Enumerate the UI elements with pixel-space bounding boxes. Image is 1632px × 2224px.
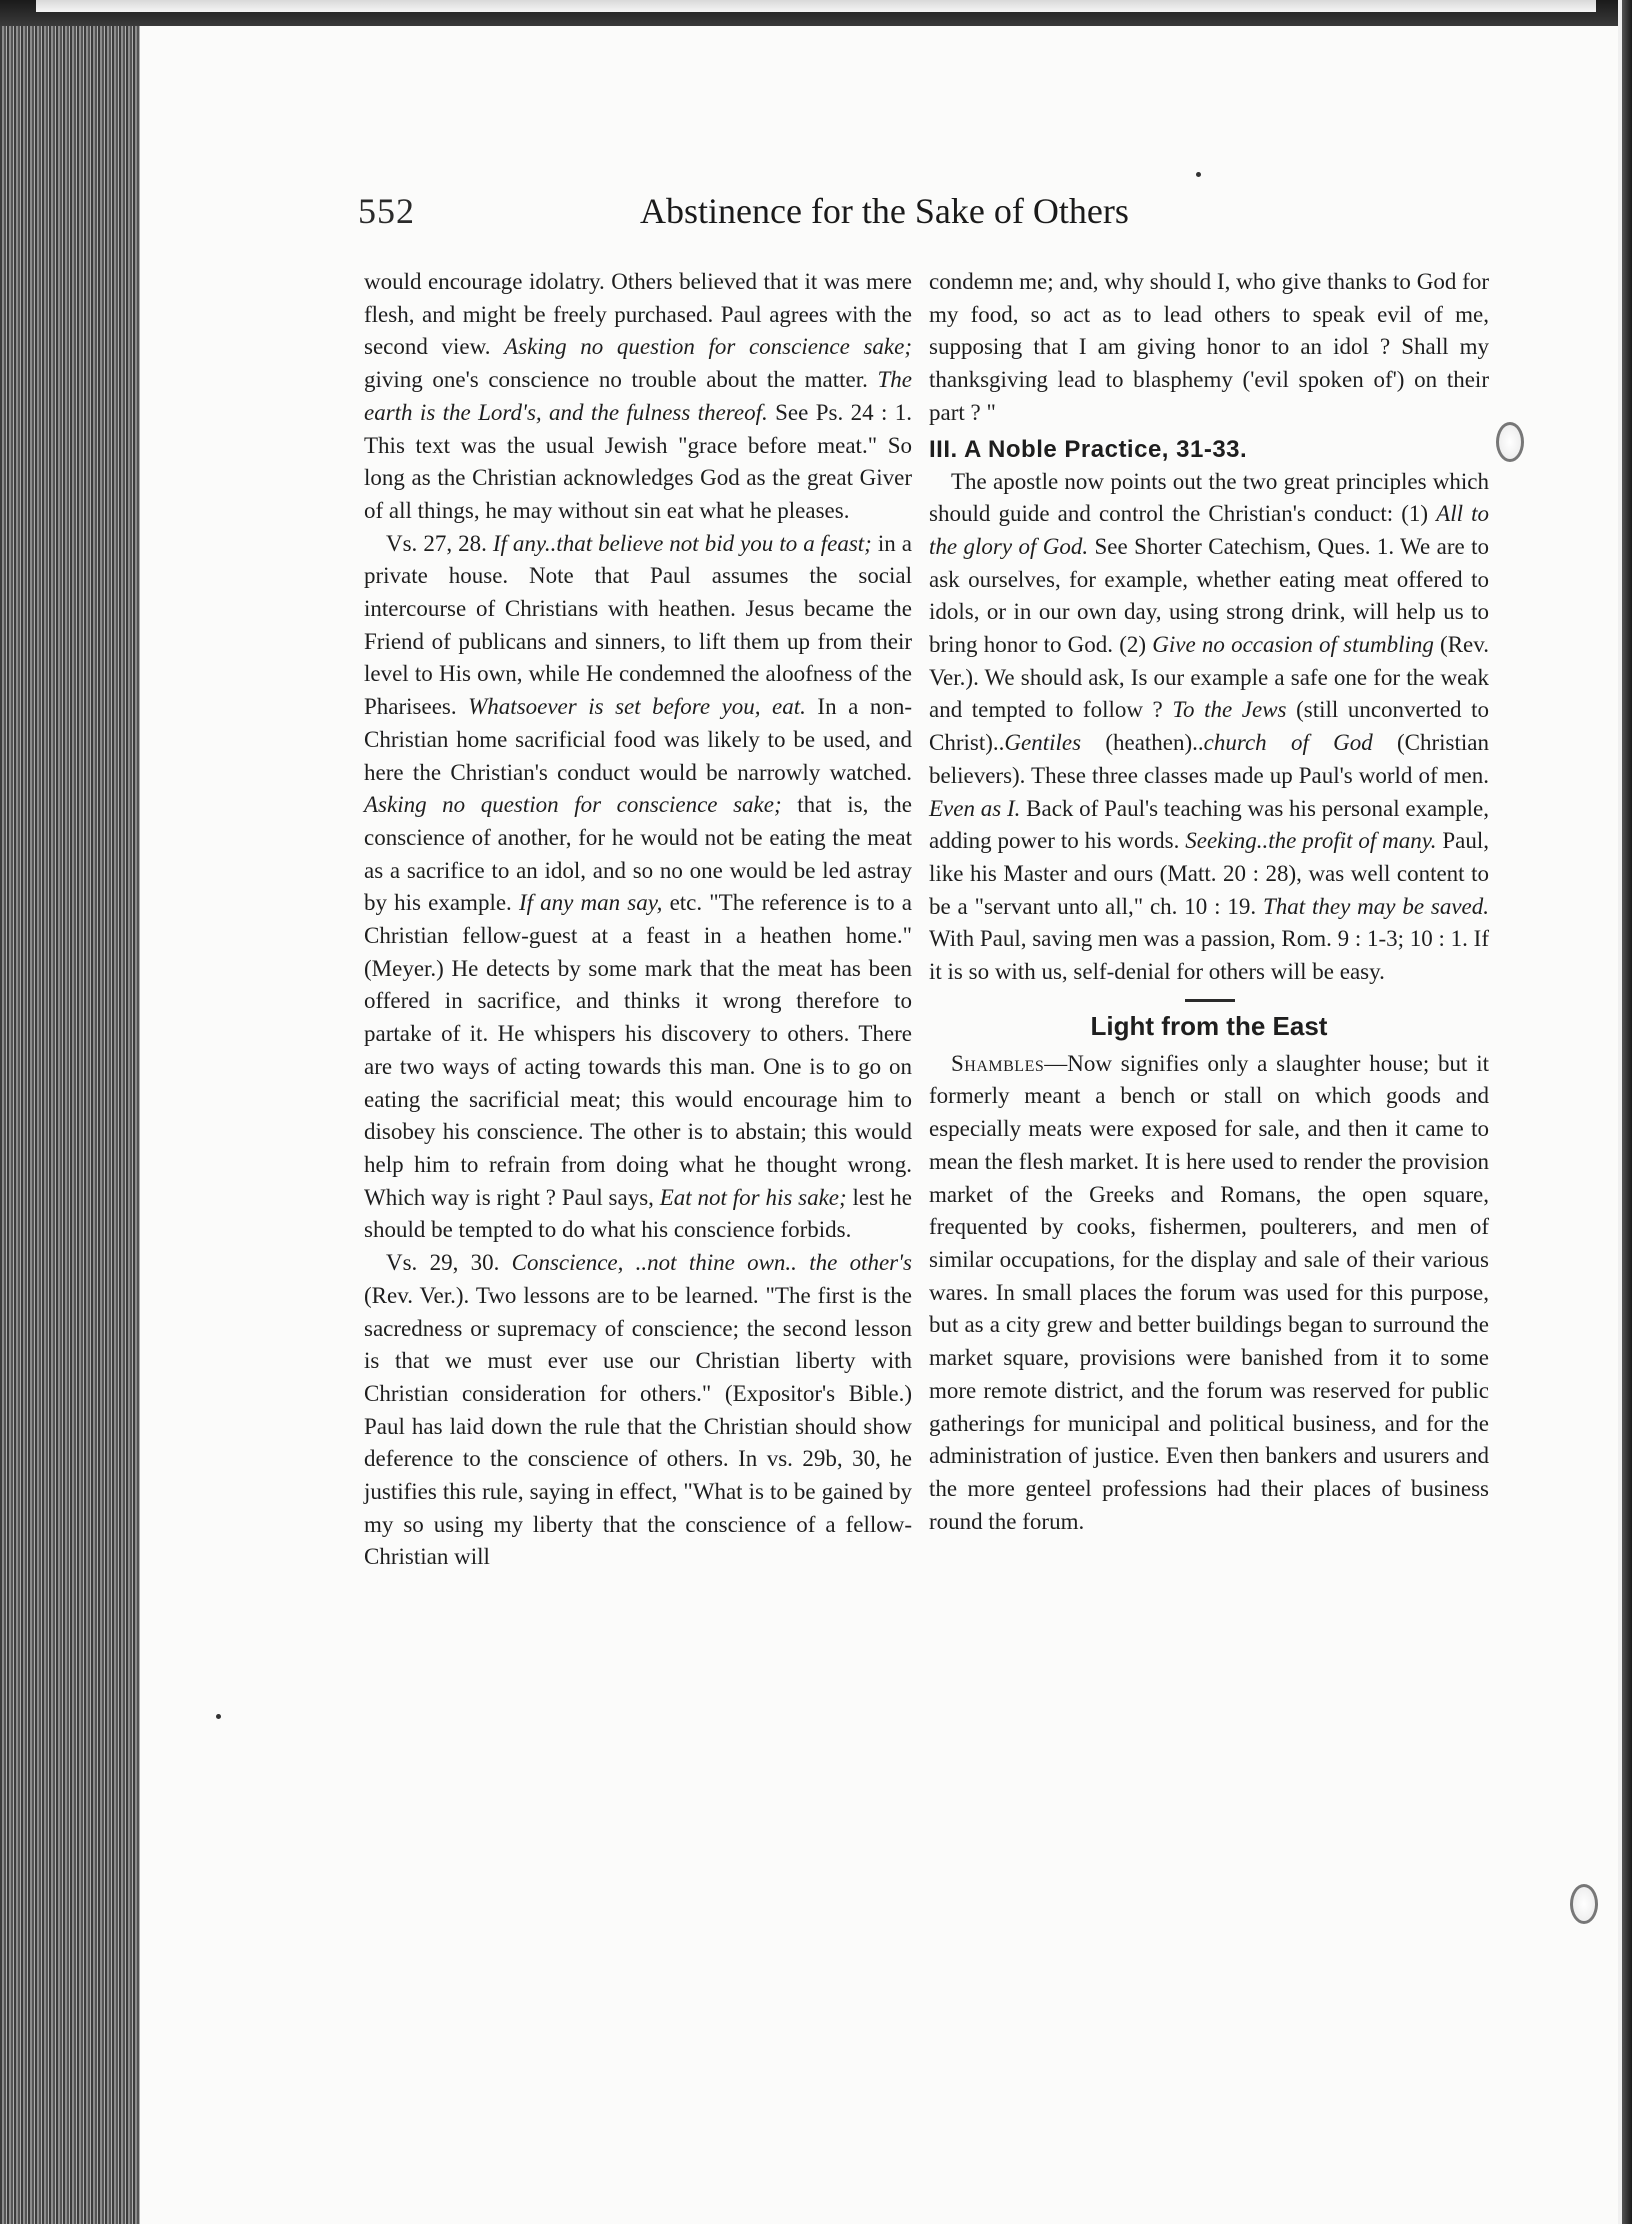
left-column [364,266,912,1574]
text-run: (still unconverted to Christ).. [929,697,1489,756]
left-paragraph-2 [364,528,912,1247]
text-run: (Rev. Ver.). We should ask, Is our example a safe one for the weak and tempted to follow ? [929,632,1490,723]
italic-run: church of God [1203,730,1373,756]
page-number: 552 [358,191,415,231]
italic-run: Eat not for his sake; [659,1184,847,1210]
scan-right-border [1618,0,1632,2224]
right-paragraph-3 [929,1048,1489,1539]
text-run: See Ps. 24 : 1. This text was the usual Jewish "grace before meat." So long as the Christian acknowledges God as the great Giver of all things, he may without sin eat what he pleases. [364,399,913,523]
italic-run: Asking no question for conscience sake; [504,334,912,360]
italic-run: Seeking..the profit of many. [1185,828,1437,854]
text-run: lest he should be tempted to do what his conscience forbids. [364,1184,912,1243]
speck-mark [1196,172,1201,177]
lead-term: Shambles [951,1050,1045,1076]
text-run: that is, the conscience of another, for he would not be eating the meat as a sacrifice to an idol, and so no one would be led astray by his example. [364,792,912,916]
book-page-edges [0,26,140,2224]
section-heading: III. A Noble Practice, 31-33. [929,435,1248,463]
text-run: The apostle now points out the two great principles which should guide and control the Christian's conduct: (1) [929,468,1489,527]
text-run: —Now signifies only a slaughter house; but it formerly meant a bench or stall on which goods and especially meats were exposed for sale, and then it came to mean the flesh market. It is here used to render the provision market of the Greeks and Romans, the open square, frequented by cooks, fishermen, poulterers, and men of similar occupations, for the display and sale of their various wares. In small places the forum was used for this purpose, but as a city grew and better buildings began to surround the market square, provisions were banished from it to some more remote district, and the forum was reserved for public gatherings for municipal and political business, and for the administration of justice. Even then bankers and usurers and the more genteel professions had their places of business round the forum. [929,1050,1489,1534]
scan-top-border [0,0,1632,26]
text-run: Back of Paul's teaching was his personal example, adding power to his words. [929,795,1490,854]
text-run: With Paul, saving men was a passion, Rom. 9 : 1-3; 10 : 1. If it is so with us, self-denial for others will be easy. [929,926,1489,985]
italic-run: Asking no question for conscience sake; [364,792,782,818]
italic-run: To the Jews [1172,697,1287,723]
left-paragraph-3 [364,1247,912,1574]
italic-run: That they may be saved. [1262,893,1489,919]
right-paragraph-2 [929,466,1489,989]
speck-mark [216,1714,221,1719]
right-column [929,266,1489,1538]
italic-run: Gentiles [1004,730,1082,756]
left-paragraph-1 [364,266,912,528]
binding-ring-icon [1496,422,1524,462]
text-run: In a non-Christian home sacrificial food was likely to be used, and here the Christian's conduct would be narrowly watched. [364,694,912,785]
italic-run: The earth is the Lord's, and the fulness thereof. [364,367,912,425]
italic-run: If any man say, [518,890,663,916]
text-run: in a private house. Note that Paul assumes the social intercourse of Christians with heathen. Jesus became the Friend of publicans and sinners, to lift them up from their level to His own, while He condemned the aloofness of the Pharisees. [364,530,912,720]
subsection-heading: Light from the East [1090,1010,1328,1041]
text-run: (heathen).. [1081,730,1204,756]
text-run: Vs. 29, 30. [386,1250,512,1276]
text-run: See Shorter Catechism, Ques. 1. We are to ask ourselves, for example, whether eating meat offered to idols, or in our own day, using strong drink, will help us to bring honor to God. (2) [929,533,1489,658]
italic-run: Give no occasion of stumbling [1152,632,1434,658]
italic-run: If any..that believe not bid you to a feast; [492,530,872,556]
italic-run: Whatsoever is set before you, eat. [468,694,806,720]
right-paragraph-1: condemn me; and, why should I, who give thanks to God for my food, so act as to lead others to speak evil of me, supposing that I am giving honor to an idol ? Shall my thanksgiving lead to blasphemy ('evil spoken of') on their part ? " [929,269,1489,425]
running-title: Abstinence for the Sake of Others [640,191,1129,231]
italic-run: Even as I. [929,795,1021,821]
text-run: (Christian believers). These three classes made up Paul's world of men. [929,730,1489,788]
text-run: etc. "The reference is to a Christian fellow-guest at a feast in a heathen home." (Meyer.) He detects by some mark that the meat has been offered in sacrifice, and thinks it wrong therefore to partake of it. He whispers his discovery to others. There are two ways of acting towards this man. One is to go on eating the sacrificial meat; this would encourage him to disobey his conscience. The other is to abstain; this would help him to refrain from doing what he thought wrong. Which way is right ? Paul says, [364,890,912,1210]
binding-ring-icon [1570,1884,1598,1924]
scan-top-highlight [36,0,1596,12]
italic-run: Conscience, ..not thine own.. the other's [511,1250,912,1276]
text-run: (Rev. Ver.). Two lessons are to be learned. "The first is the sacredness or supremacy of conscience; the second lesson is that we must ever use our Christian liberty with Christian consideration for others." (Expositor's Bible.) Paul has laid down the rule that the Christian should show deference to the conscience of others. In vs. 29b, 30, he justifies this rule, saying in effect, "What is to be gained by my so using my liberty that the conscience of a fellow-Christian will [364,1282,912,1570]
text-run: Paul, like his Master and ours (Matt. 20 : 28), was well content to be a "servant unto all," ch. 10 : 19. [929,828,1490,919]
scan-right-highlight [1618,0,1622,2224]
italic-run: All to the glory of God. [929,501,1489,559]
section-divider [1185,999,1235,1002]
text-run: giving one's conscience no trouble about the matter. [364,367,878,393]
text-run: Vs. 27, 28. [386,530,493,556]
text-run: would encourage idolatry. Others believed that it was mere flesh, and might be freely purchased. Paul agrees with the second view. [364,269,912,360]
